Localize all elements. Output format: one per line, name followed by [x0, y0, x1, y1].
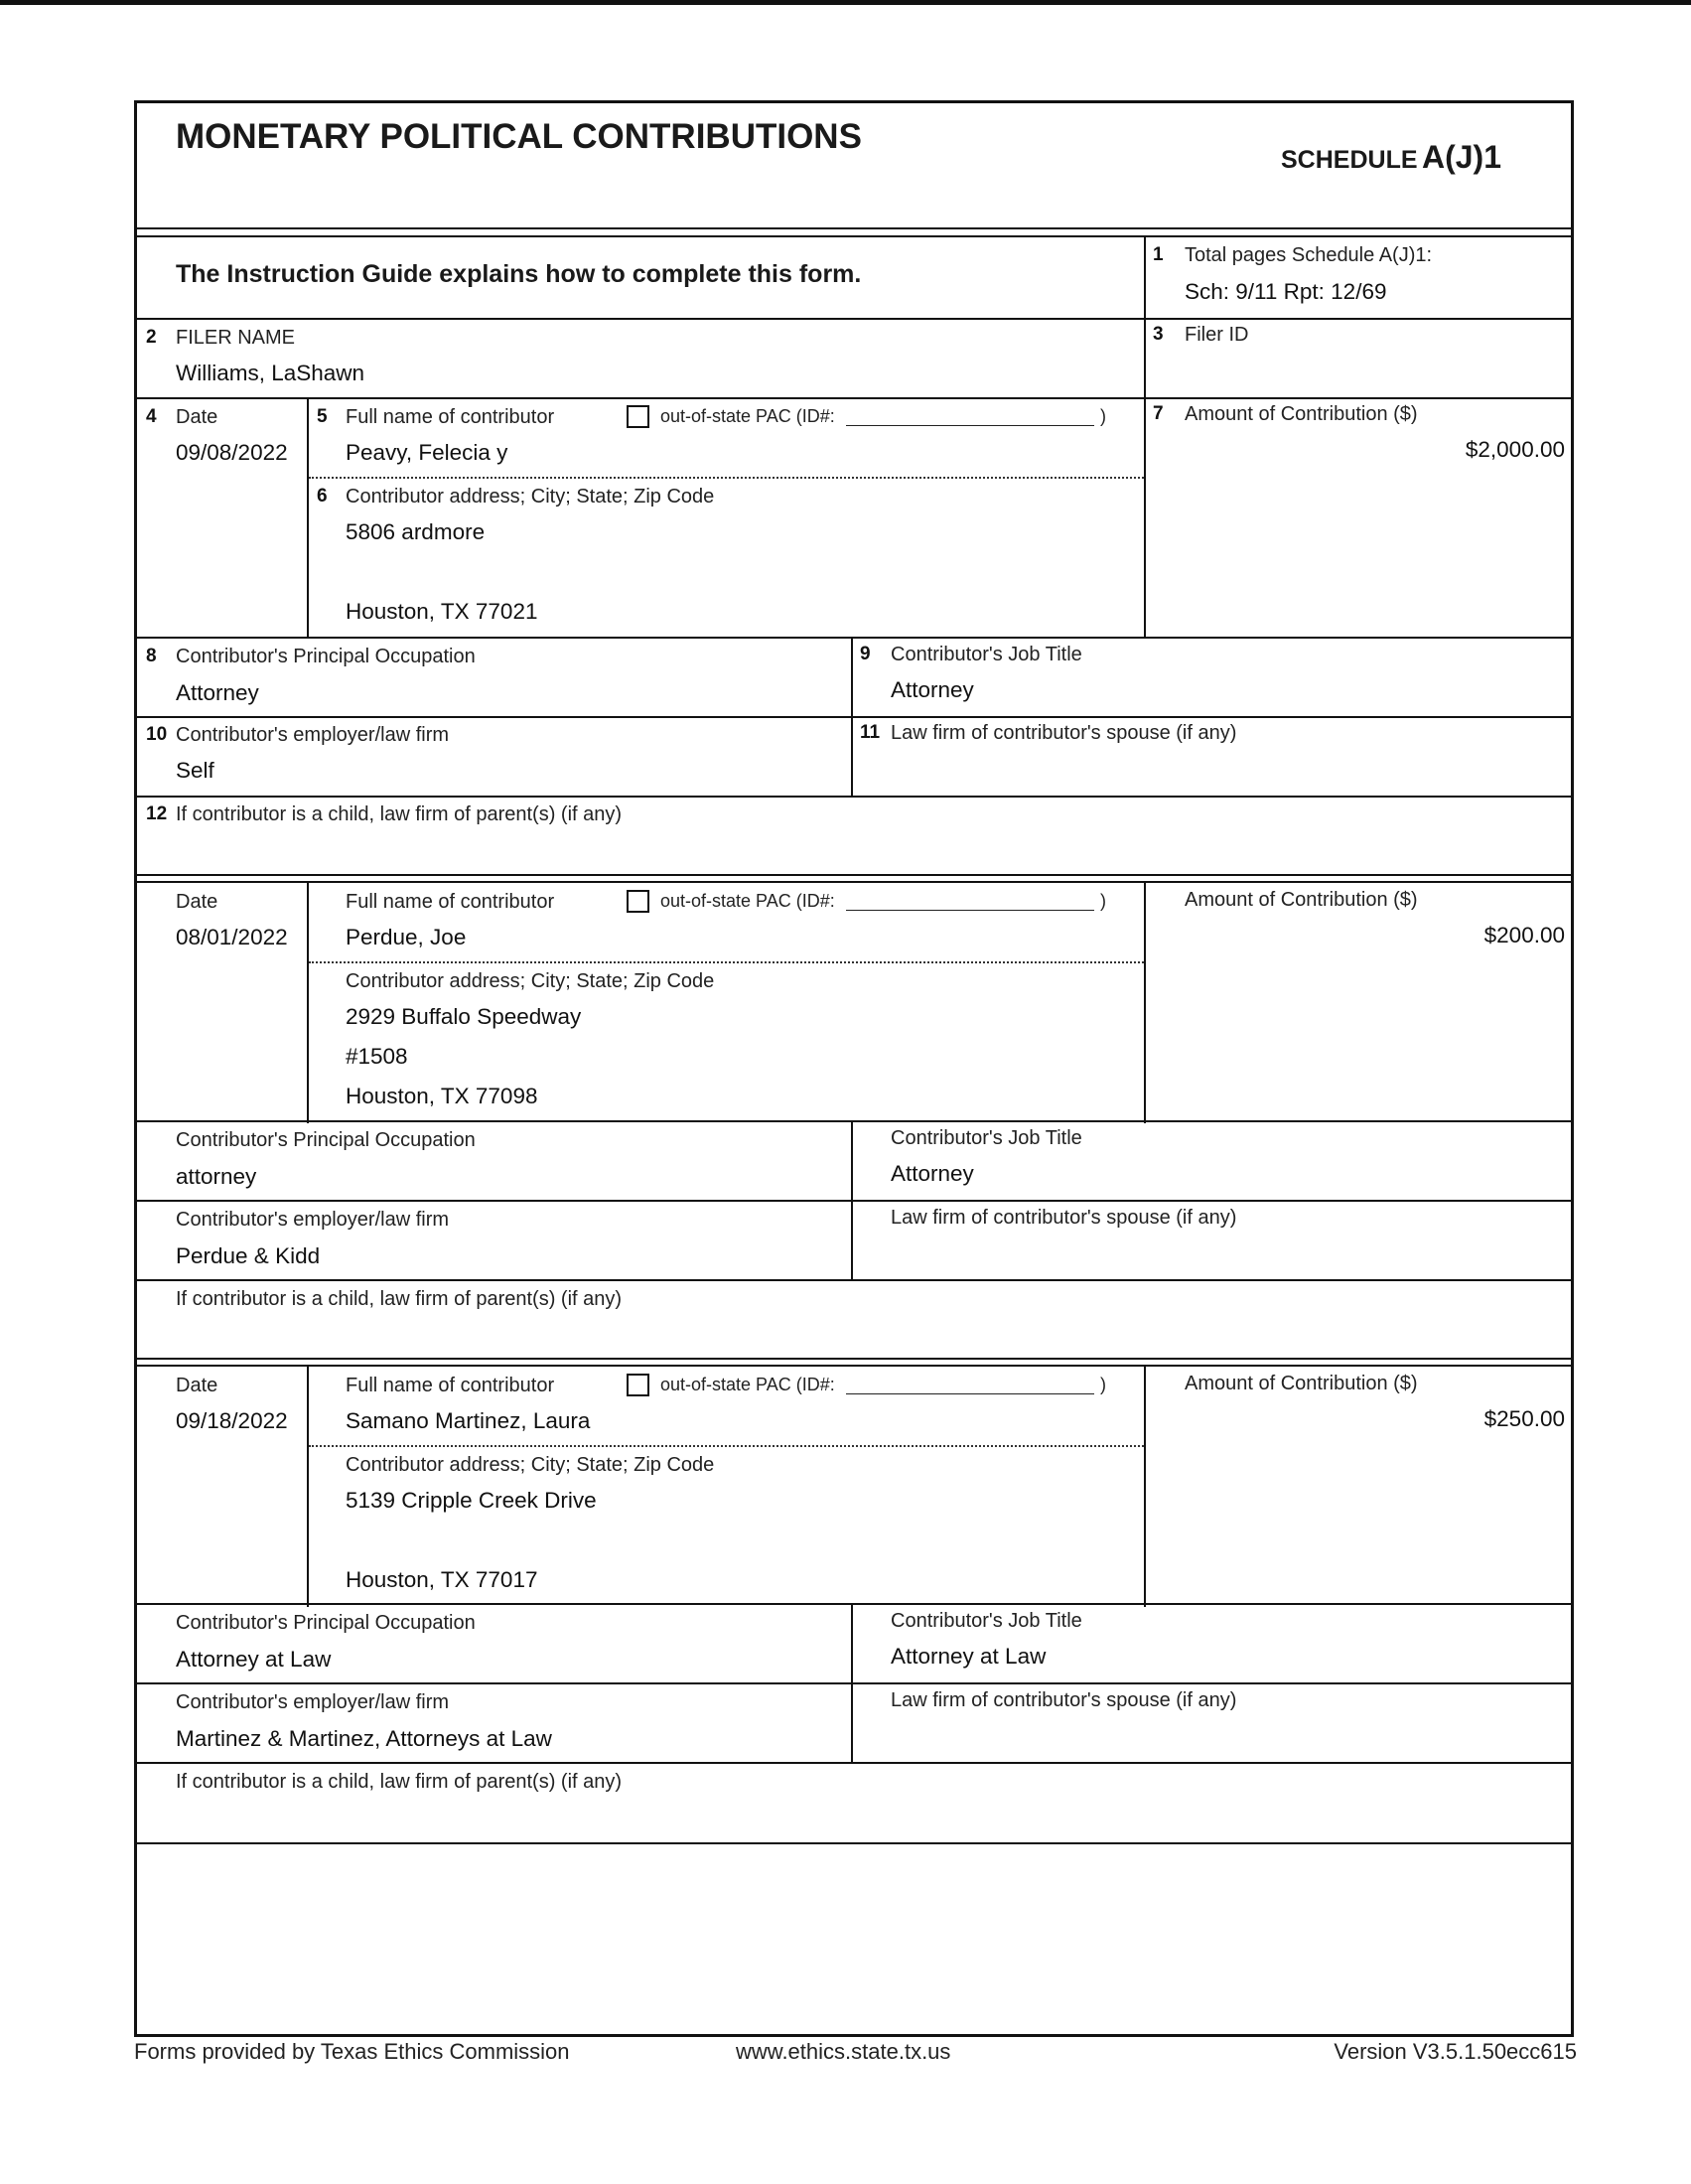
schedule-code: A(J)1 — [1421, 139, 1501, 175]
pac-id-line — [846, 910, 1094, 911]
filer-id-label: Filer ID — [1185, 324, 1249, 346]
date-label: Date — [176, 1375, 218, 1396]
occupation-label: Contributor's Principal Occupation — [176, 646, 476, 667]
field-number: 1 — [1153, 244, 1164, 265]
rule — [136, 874, 1572, 876]
occupation-label: Contributor's Principal Occupation — [176, 1129, 476, 1151]
job-title-label: Contributor's Job Title — [891, 1610, 1082, 1632]
contributor-name: Samano Martinez, Laura — [346, 1408, 591, 1433]
address-label: Contributor address; City; State; Zip Code — [346, 486, 715, 508]
parent-firm-label: If contributor is a child, law firm of parent(s) (if any) — [176, 1288, 623, 1310]
contribution-amount: $2,000.00 — [1465, 437, 1565, 462]
rule — [136, 1358, 1572, 1360]
employer-label: Contributor's employer/law firm — [176, 1209, 450, 1231]
city-state-zip: Houston, TX 77021 — [346, 599, 538, 624]
total-pages-label: Total pages Schedule A(J)1: — [1185, 244, 1433, 266]
contributor-name: Peavy, Felecia y — [346, 440, 508, 465]
rule — [136, 637, 1572, 639]
address-line-2: #1508 — [346, 1044, 408, 1069]
rule — [136, 716, 1572, 718]
contribution-amount: $200.00 — [1483, 923, 1565, 947]
pac-id-line — [846, 425, 1094, 426]
address-line-1: 5139 Cripple Creek Drive — [346, 1488, 597, 1513]
full-name-label: Full name of contributor — [346, 406, 555, 428]
pac-label: out-of-state PAC (ID#: — [660, 1375, 835, 1394]
out-of-state-pac-checkbox[interactable] — [627, 1374, 649, 1396]
rule — [136, 1682, 1572, 1684]
filer-name-value: Williams, LaShawn — [176, 361, 365, 385]
rule — [1144, 235, 1146, 398]
employer-value: Self — [176, 758, 214, 783]
rule — [307, 1366, 309, 1607]
rule — [136, 318, 1572, 320]
out-of-state-pac-checkbox[interactable] — [627, 405, 649, 428]
rule — [136, 227, 1572, 229]
pac-label: out-of-state PAC (ID#: — [660, 891, 835, 911]
employer-value: Martinez & Martinez, Attorneys at Law — [176, 1726, 552, 1751]
date-label: Date — [176, 891, 218, 913]
job-title-label: Contributor's Job Title — [891, 644, 1082, 665]
amount-label: Amount of Contribution ($) — [1185, 1373, 1418, 1394]
contribution-date: 08/01/2022 — [176, 925, 288, 949]
footer-website[interactable]: www.ethics.state.tx.us — [736, 2039, 951, 2064]
total-pages-value: Sch: 9/11 Rpt: 12/69 — [1185, 279, 1387, 304]
rule — [136, 1365, 1572, 1367]
amount-label: Amount of Contribution ($) — [1185, 403, 1418, 425]
field-number: 7 — [1153, 403, 1164, 424]
contributor-name: Perdue, Joe — [346, 925, 467, 949]
rule — [136, 881, 1572, 883]
rule — [136, 796, 1572, 798]
job-title-value: Attorney — [891, 677, 974, 702]
address-line-1: 5806 ardmore — [346, 519, 486, 544]
filer-name-label: FILER NAME — [176, 327, 296, 349]
spouse-firm-label: Law firm of contributor's spouse (if any) — [891, 1207, 1237, 1229]
spouse-firm-label: Law firm of contributor's spouse (if any) — [891, 1689, 1237, 1711]
address-line-1: 2929 Buffalo Speedway — [346, 1004, 582, 1029]
contribution-date: 09/18/2022 — [176, 1408, 288, 1433]
occupation-value: Attorney — [176, 680, 259, 705]
rule — [307, 882, 309, 1123]
occupation-value: attorney — [176, 1164, 257, 1189]
pac-close: ) — [1100, 1375, 1106, 1394]
rule — [307, 397, 309, 639]
city-state-zip: Houston, TX 77098 — [346, 1084, 538, 1108]
employer-label: Contributor's employer/law firm — [176, 1691, 450, 1713]
rule — [136, 1279, 1572, 1281]
address-label: Contributor address; City; State; Zip Code — [346, 1454, 715, 1476]
scan-top-edge — [0, 0, 1691, 5]
full-name-label: Full name of contributor — [346, 1375, 555, 1396]
rule — [136, 1762, 1572, 1764]
field-number: 8 — [146, 646, 157, 666]
rule — [136, 1603, 1572, 1605]
field-number: 10 — [146, 724, 168, 745]
job-title-value: Attorney at Law — [891, 1644, 1047, 1669]
amount-label: Amount of Contribution ($) — [1185, 889, 1418, 911]
employer-label: Contributor's employer/law firm — [176, 724, 450, 746]
field-number: 11 — [860, 722, 881, 743]
field-number: 2 — [146, 327, 157, 348]
out-of-state-pac-checkbox[interactable] — [627, 890, 649, 913]
schedule-label — [1281, 139, 1501, 176]
dotted-rule — [309, 477, 1144, 479]
pac-id-line — [846, 1393, 1094, 1394]
date-label: Date — [176, 406, 218, 428]
field-number: 9 — [860, 644, 871, 664]
rule — [136, 1120, 1572, 1122]
form-title: MONETARY POLITICAL CONTRIBUTIONS — [176, 117, 862, 156]
employer-value: Perdue & Kidd — [176, 1243, 321, 1268]
field-number: 5 — [317, 406, 328, 427]
full-name-label: Full name of contributor — [346, 891, 555, 913]
footer-provider: Forms provided by Texas Ethics Commission — [134, 2039, 570, 2064]
rule — [1144, 397, 1146, 639]
field-number: 4 — [146, 406, 157, 427]
dotted-rule — [309, 1445, 1144, 1447]
job-title-value: Attorney — [891, 1161, 974, 1186]
rule — [136, 1842, 1572, 1844]
dotted-rule — [309, 961, 1144, 963]
footer-version: Version V3.5.1.50ecc615 — [1334, 2039, 1577, 2064]
rule — [136, 397, 1572, 399]
rule — [136, 1200, 1572, 1202]
field-number: 6 — [317, 486, 328, 507]
schedule-prefix: SCHEDULE — [1281, 146, 1418, 174]
job-title-label: Contributor's Job Title — [891, 1127, 1082, 1149]
pac-close: ) — [1100, 891, 1106, 911]
contribution-date: 09/08/2022 — [176, 440, 288, 465]
rule — [1144, 882, 1146, 1123]
pac-label: out-of-state PAC (ID#: — [660, 406, 835, 426]
occupation-value: Attorney at Law — [176, 1647, 332, 1672]
parent-firm-label: If contributor is a child, law firm of parent(s) (if any) — [176, 803, 623, 825]
city-state-zip: Houston, TX 77017 — [346, 1567, 538, 1592]
instruction-text: The Instruction Guide explains how to complete this form. — [176, 260, 862, 288]
pac-close: ) — [1100, 406, 1106, 426]
field-number: 3 — [1153, 324, 1164, 345]
rule — [1144, 1366, 1146, 1607]
spouse-firm-label: Law firm of contributor's spouse (if any) — [891, 722, 1237, 744]
rule — [136, 235, 1572, 237]
contribution-amount: $250.00 — [1483, 1406, 1565, 1431]
field-number: 12 — [146, 803, 168, 824]
parent-firm-label: If contributor is a child, law firm of parent(s) (if any) — [176, 1771, 623, 1793]
address-label: Contributor address; City; State; Zip Code — [346, 970, 715, 992]
occupation-label: Contributor's Principal Occupation — [176, 1612, 476, 1634]
